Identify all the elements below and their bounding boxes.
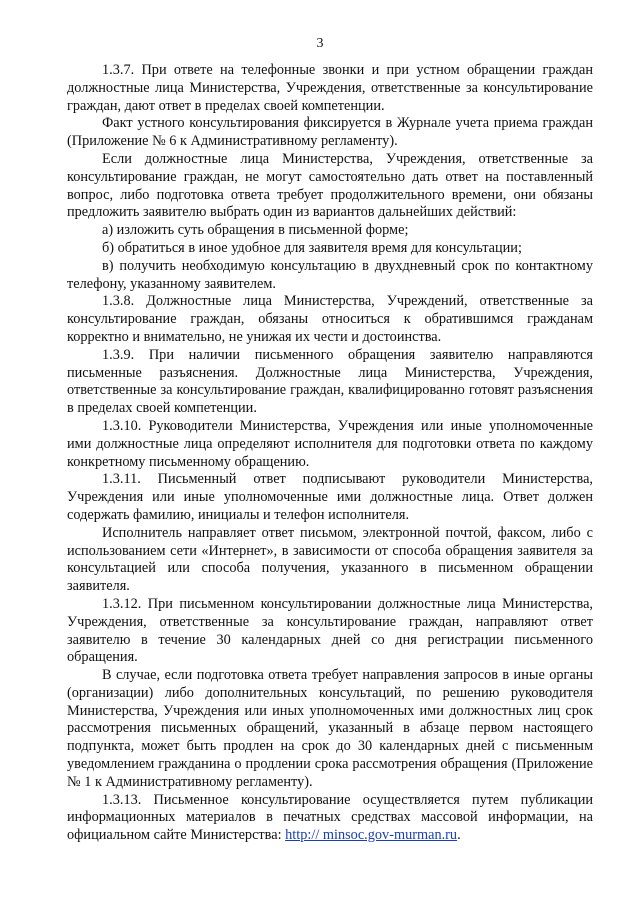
paragraph-1-3-9: 1.3.9. При наличии письменного обращения заявителю направляются письменные разъяснения. Должностные лица Министерства, Учреждения, ответственные за консультирование граждан, квалифицированно готовят разъяснения в пределах своей компетенции. bbox=[67, 346, 593, 417]
paragraph-1-3-12: 1.3.12. При письменном консультировании должностные лица Министерства, Учреждения, ответственные за консультирование граждан, направляют ответ заявителю в течение 30 календарных дней со дня регистрации письменного обращения. bbox=[67, 595, 593, 666]
paragraph-term-extension: В случае, если подготовка ответа требует направления запросов в иные органы (организации) либо дополнительных консультаций, по решению руководителя Министерства, Учреждения или иных уполномоченных ими должностных лиц срок рассмотрения письменных обращений, указанный в абзаце первом настоящего подпункта, может быть продлен на срок до 30 календарных дней с письменным уведомлением гражданина о продлении срока рассмотрения обращения (Приложение № 1 к Административному регламенту). bbox=[67, 667, 593, 790]
paragraph-1-3-8: 1.3.8. Должностные лица Министерства, Учреждений, ответственные за консультирование граждан, обязаны относиться к обратившимся гражданам корректно и внимательно, не унижая их чести и достоинства. bbox=[67, 293, 593, 345]
paragraph-1-3-11: 1.3.11. Письменный ответ подписывают руководители Министерства, Учреждения или иные уполномоченные ими должностные лица. Ответ должен содержать фамилию, инициалы и телефон исполнителя. bbox=[67, 471, 593, 523]
list-item-option-b: б) обратиться в иное удобное для заявителя время для консультации; bbox=[102, 239, 522, 256]
list-item-option-c: в) получить необходимую консультацию в двухдневный срок по контактному телефону, указанному заявителем. bbox=[67, 257, 593, 292]
page-number: 3 bbox=[316, 36, 324, 51]
paragraph-1-3-13 bbox=[67, 792, 593, 845]
document-body bbox=[67, 62, 593, 845]
ministry-site-link[interactable]: http:// minsoc.gov-murman.ru bbox=[285, 827, 458, 844]
paragraph-1-3-13-tail: . bbox=[457, 827, 461, 844]
list-item-option-a: а) изложить суть обращения в письменной форме; bbox=[102, 222, 409, 239]
paragraph-1-3-10: 1.3.10. Руководители Министерства, Учреждения или иные уполномоченные ими должностные лица определяют исполнителя для подготовки ответа по каждому конкретному письменному обращению. bbox=[67, 417, 593, 470]
paragraph-oral-consult-log: Факт устного консультирования фиксируется в Журнале учета приема граждан (Приложение № 6 к Административному регламенту). bbox=[67, 115, 593, 150]
paragraph-cannot-answer: Если должностные лица Министерства, Учреждения, ответственные за консультирование граждан, не могут самостоятельно дать ответ на поставленный вопрос, либо подготовка ответа требует продолжительного времени, они обязаны предложить заявителю выбрать один из вариантов дальнейших действий: bbox=[67, 150, 593, 221]
paragraph-executor-sends: Исполнитель направляет ответ письмом, электронной почтой, факсом, либо с использованием сети «Интернет», в зависимости от способа обращения заявителя за консультацией или способа получения, указанного в письменном обращении заявителя. bbox=[67, 524, 593, 595]
paragraph-1-3-7: 1.3.7. При ответе на телефонные звонки и при устном обращении граждан должностные лица Министерства, Учреждения, ответственные за консультирование граждан, дают ответ в пределах своей компетенции. bbox=[67, 62, 593, 114]
paragraph-1-3-13-text: 1.3.13. Письменное консультирование осуществляется путем публикации информационных материалов в печатных средствах массовой информации, на официальном сайте Министерства: bbox=[67, 791, 593, 844]
